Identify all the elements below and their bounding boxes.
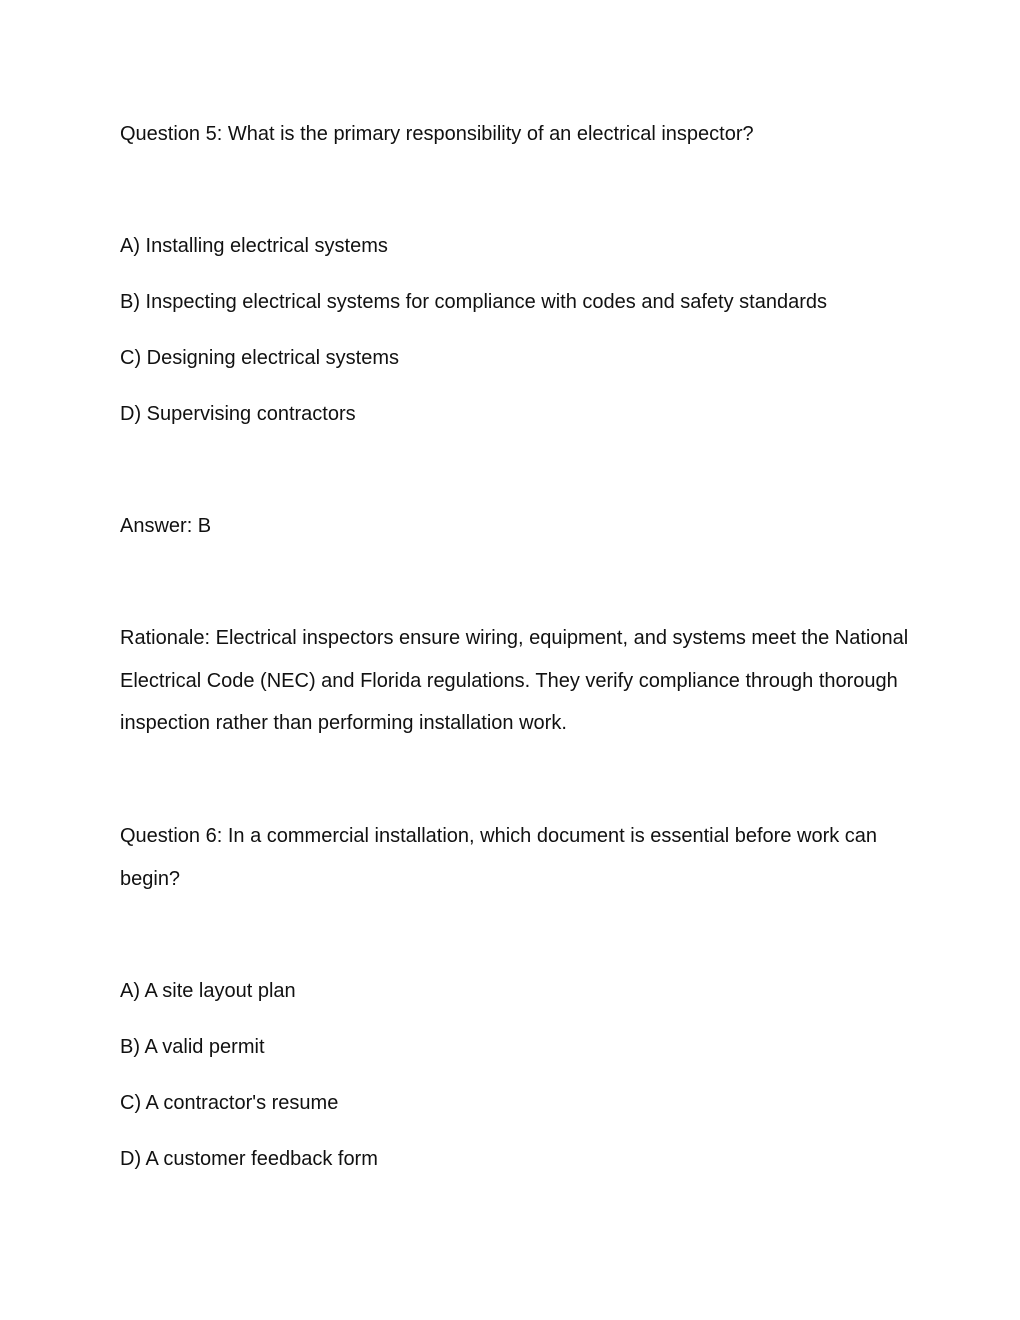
question-6-option-d: D) A customer feedback form bbox=[120, 1148, 378, 1170]
question-5-text: Question 5: What is the primary responsibility of an electrical inspector? bbox=[120, 123, 754, 145]
question-6-text: Question 6: In a commercial installation, which document is essential before work can begin? bbox=[120, 825, 878, 890]
question-5-rationale: Rationale: Electrical inspectors ensure wiring, equipment, and systems meet the National Electrical Code (NEC) and Florida regulations. They verify compliance through thorough inspection rather than performing installation work. bbox=[120, 627, 909, 734]
question-6-option-a: A) A site layout plan bbox=[120, 980, 296, 1002]
question-6-option-c: C) A contractor's resume bbox=[120, 1092, 339, 1114]
question-5-answer: Answer: B bbox=[120, 515, 212, 537]
question-5-option-c: C) Designing electrical systems bbox=[120, 347, 399, 369]
question-6-option-b: B) A valid permit bbox=[120, 1036, 265, 1058]
question-5-option-b: B) Inspecting electrical systems for compliance with codes and safety standards bbox=[120, 291, 827, 313]
question-5-option-a: A) Installing electrical systems bbox=[120, 235, 388, 257]
question-5-option-d: D) Supervising contractors bbox=[120, 403, 356, 425]
